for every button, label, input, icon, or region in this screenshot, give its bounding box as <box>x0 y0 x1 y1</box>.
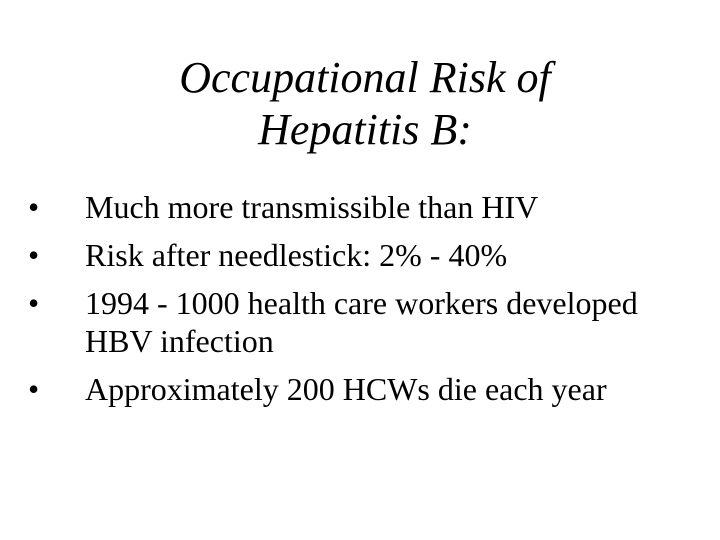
bullet-item <box>28 284 708 360</box>
bullet-icon: • <box>28 189 40 225</box>
bullet-text: Approximately 200 HCWs die each year <box>85 371 607 407</box>
bullet-icon: • <box>28 237 40 273</box>
bullet-item <box>28 370 708 408</box>
slide-title <box>110 52 620 156</box>
bullet-text: Much more transmissible than HIV <box>85 189 539 225</box>
bullet-item <box>28 236 708 274</box>
bullet-text: 1994 - 1000 health care workers developed HBV infection <box>85 285 638 359</box>
bullet-text: Risk after needlestick: 2% - 40% <box>85 237 508 273</box>
bullet-item <box>28 188 708 226</box>
title-line-1: Occupational Risk of <box>179 53 551 102</box>
bullet-icon: • <box>28 371 40 407</box>
title-line-2: Hepatitis B: <box>258 105 472 154</box>
bullet-icon: • <box>28 285 40 321</box>
bullet-list <box>28 188 708 418</box>
